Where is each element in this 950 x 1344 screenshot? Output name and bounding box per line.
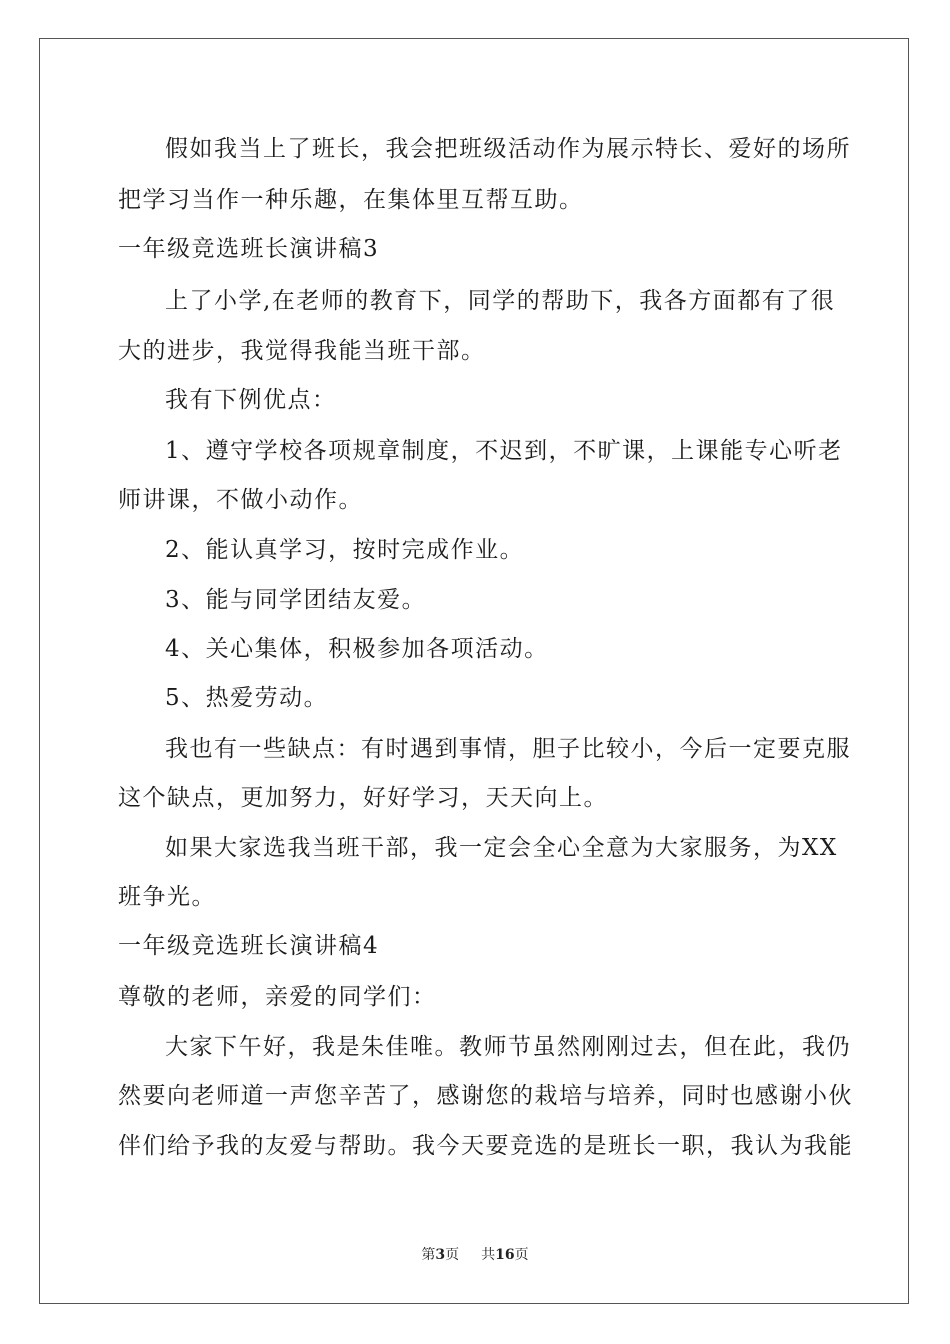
paragraph-line: 假如我当上了班长，我会把班级活动作为展示特长、爱好的场所 <box>165 136 851 162</box>
salutation: 尊敬的老师，亲爱的同学们： <box>118 984 437 1010</box>
paragraph-line: 班争光。 <box>118 884 216 910</box>
paragraph-line: 我也有一些缺点：有时遇到事情，胆子比较小，今后一定要克服 <box>165 736 851 762</box>
paragraph-line: 然要向老师道一声您辛苦了，感谢您的栽培与培养，同时也感谢小伙 <box>118 1083 853 1109</box>
section-heading: 一年级竞选班长演讲稿3 <box>118 236 380 262</box>
list-item: 5、热爱劳动。 <box>165 685 329 711</box>
page-footer <box>0 1245 950 1265</box>
total-page-number: 16 <box>495 1247 515 1263</box>
paragraph-line: 上了小学,在老师的教育下，同学的帮助下，我各方面都有了很 <box>165 288 836 314</box>
list-item: 2、能认真学习，按时完成作业。 <box>165 537 525 563</box>
total-unit: 页 <box>514 1247 529 1263</box>
current-page-number: 3 <box>435 1247 446 1263</box>
paragraph-line: 大家下午好，我是朱佳唯。教师节虽然刚刚过去，但在此，我仍 <box>165 1034 851 1060</box>
paragraph-line: 大的进步，我觉得我能当班干部。 <box>118 338 486 364</box>
page-border <box>39 38 909 1304</box>
page-unit: 页 <box>445 1247 460 1263</box>
paragraph-line: 这个缺点，更加努力，好好学习，天天向上。 <box>118 785 608 811</box>
paragraph-line: 伴们给予我的友爱与帮助。我今天要竞选的是班长一职，我认为我能 <box>118 1133 853 1159</box>
list-item: 4、关心集体，积极参加各项活动。 <box>165 636 549 662</box>
paragraph-line: 把学习当作一种乐趣，在集体里互帮互助。 <box>118 187 584 213</box>
section-heading: 一年级竞选班长演讲稿4 <box>118 933 380 959</box>
list-item: 1、遵守学校各项规章制度，不迟到，不旷课，上课能专心听老 <box>165 438 843 464</box>
list-item: 3、能与同学团结友爱。 <box>165 587 427 613</box>
paragraph-line: 我有下例优点： <box>165 387 337 413</box>
paragraph-line: 如果大家选我当班干部，我一定会全心全意为大家服务，为XX <box>165 835 838 861</box>
page-prefix: 第 <box>421 1247 436 1263</box>
total-prefix: 共 <box>481 1247 496 1263</box>
list-item-continuation: 师讲课，不做小动作。 <box>118 487 363 513</box>
